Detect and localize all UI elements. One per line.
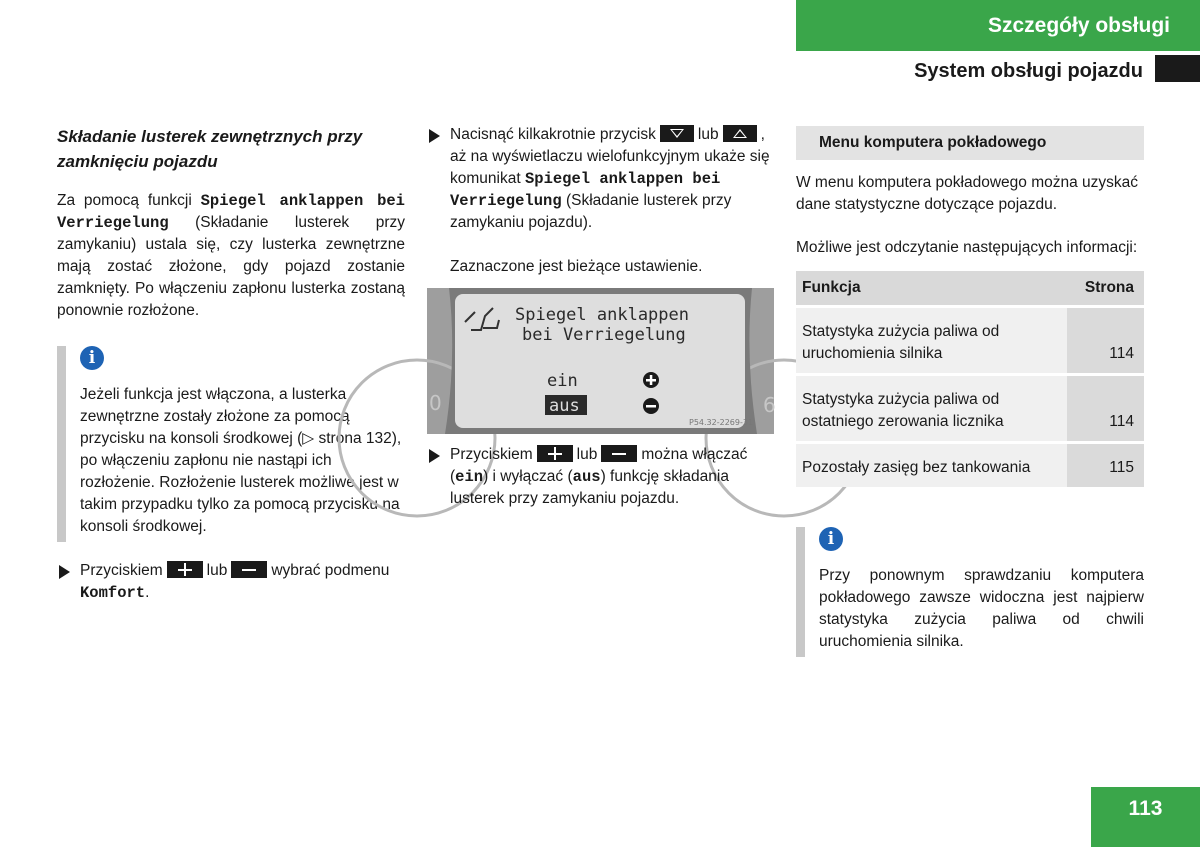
up-key-icon xyxy=(723,125,757,142)
minus-key-icon xyxy=(231,561,267,578)
table-row xyxy=(796,374,1144,442)
step-text: lub xyxy=(206,562,228,579)
minus-circle-icon xyxy=(643,398,659,414)
step-text: wybrać podmenu xyxy=(271,562,390,579)
chapter-marker xyxy=(1155,55,1200,82)
step-text: Przyciskiem xyxy=(450,446,533,463)
page-number xyxy=(1091,787,1200,847)
column-middle-lower xyxy=(427,444,774,510)
display-graphic xyxy=(427,288,774,434)
step-text: funkcję składania lusterek przy zamykaniu pojazdu. xyxy=(450,468,729,507)
table-row xyxy=(796,306,1144,374)
plus-key-icon xyxy=(537,445,573,462)
info-bar xyxy=(796,527,805,657)
instruction-step xyxy=(57,560,405,604)
info-icon: i xyxy=(819,527,843,551)
column-middle xyxy=(427,124,774,278)
multifunction-display-image xyxy=(427,288,774,434)
table-cell-page[interactable]: 115 xyxy=(1067,442,1144,487)
step-text: i wyłączać xyxy=(492,468,564,485)
chapter-title: System obsługi pojazdu xyxy=(914,60,1143,82)
info-text-part: Jeżeli funkcja jest włączona, a lusterka zewnętrzne zostały złożone za pomocą przycisku na konsoli środkowej ( xyxy=(80,386,350,447)
section-tab xyxy=(796,0,1200,51)
instruction-step xyxy=(427,124,774,234)
step-arrow-icon xyxy=(59,565,70,579)
function-name: Spiegel anklappen bei Verriegelung xyxy=(57,192,405,232)
table-cell-function: Pozostały zasięg bez tankowania xyxy=(796,442,1067,487)
table-header-function: Funkcja xyxy=(796,271,1067,306)
info-note-text xyxy=(80,384,405,542)
step-arrow-icon xyxy=(429,129,440,143)
menu-box-title: Menu komputera pokładowego xyxy=(796,126,1144,160)
section-heading: Składanie lusterek zewnętrznych przy zamknięciu pojazdu xyxy=(57,127,363,171)
table-cell-function: Statystyka zużycia paliwa od ostatniego zerowania licznika xyxy=(796,374,1067,442)
submenu-name: Komfort xyxy=(80,584,146,602)
intro-text: Za pomocą funkcji xyxy=(57,192,201,209)
step-text: , aż na wyświetlaczu wielofunkcyjnym ukaże się komunikat xyxy=(450,126,770,187)
instruction-step: Przyciskiem lub można włączać (ein) i wyłączać (aus) funkcję składania lusterek przy zamykaniu pojazdu. xyxy=(427,444,774,510)
step-text: można włączać xyxy=(641,446,748,463)
minus-key-icon xyxy=(601,445,637,462)
current-setting-note: Zaznaczone jest bieżące ustawienie. xyxy=(450,258,703,275)
plus-circle-icon xyxy=(643,372,659,388)
option-on: ein xyxy=(455,468,484,486)
step-text: . xyxy=(145,584,150,601)
step-arrow-icon xyxy=(429,449,440,463)
info-icon: i xyxy=(80,346,104,370)
step-text: Przyciskiem xyxy=(80,562,163,579)
svg-text:6: 6 xyxy=(763,393,776,417)
image-code: P54.32-2269-31 xyxy=(689,418,754,427)
table-cell-function: Statystyka zużycia paliwa od uruchomienia silnika xyxy=(796,306,1067,374)
step-text: Nacisnąć kilkakrotnie przycisk xyxy=(450,126,656,143)
svg-text:0: 0 xyxy=(429,391,442,415)
page-number-text: 113 xyxy=(1128,797,1163,820)
table-header-page: Strona xyxy=(1067,271,1144,306)
info-note-text: Przy ponownym sprawdzaniu komputera pokładowego zawsze widoczna jest najpierw statystyka zużycia paliwa od chwili uruchomienia silnika. xyxy=(819,566,1144,650)
page-reference[interactable]: ▷ strona 132 xyxy=(302,430,392,447)
menu-intro: W menu komputera pokładowego można uzyskać dane statystyczne dotyczące pojazdu. xyxy=(796,174,1139,213)
down-key-icon xyxy=(660,125,694,142)
step-text: lub xyxy=(576,446,598,463)
section-title: Szczegóły obsługi xyxy=(987,13,1170,37)
table-row xyxy=(796,442,1144,487)
info-table xyxy=(796,271,1144,487)
column-left xyxy=(57,124,405,604)
info-note xyxy=(57,346,405,542)
display-option-on: ein xyxy=(547,371,578,391)
display-message: Spiegel anklappen bei Verriegelung xyxy=(450,170,721,210)
intro-paragraph xyxy=(57,190,405,322)
plus-key-icon xyxy=(167,561,203,578)
step-text: (Składanie lusterek przy zamykaniu pojazdu). xyxy=(450,192,732,231)
table-header-row xyxy=(796,271,1144,306)
display-line-1: Spiegel anklappen xyxy=(515,305,689,325)
step-text: lub xyxy=(697,126,719,143)
intro-text-rest: (Składanie lusterek przy zamykaniu) ustala się, czy lusterka zewnętrzne mają zostać złożone, gdy pojazd zostanie zamknięty. Po włączeniu zapłonu lusterka zostaną ponownie rozłożone. xyxy=(57,214,405,319)
column-right xyxy=(796,126,1144,657)
table-cell-page[interactable]: 114 xyxy=(1067,374,1144,442)
menu-intro-2: Możliwe jest odczytanie następujących informacji: xyxy=(796,239,1138,256)
info-bar xyxy=(57,346,66,542)
info-text-part: ), po włączeniu zapłonu nie nastąpi ich rozłożenie. Rozłożenie lusterek możliwe jest w takim przypadku tylko za pomocą przycisku na konsoli środkowej. xyxy=(80,430,402,535)
table-cell-page[interactable]: 114 xyxy=(1067,306,1144,374)
display-option-off: aus xyxy=(549,396,580,416)
info-note xyxy=(796,527,1144,657)
option-off: aus xyxy=(572,468,601,486)
display-line-2: bei Verriegelung xyxy=(522,325,686,345)
